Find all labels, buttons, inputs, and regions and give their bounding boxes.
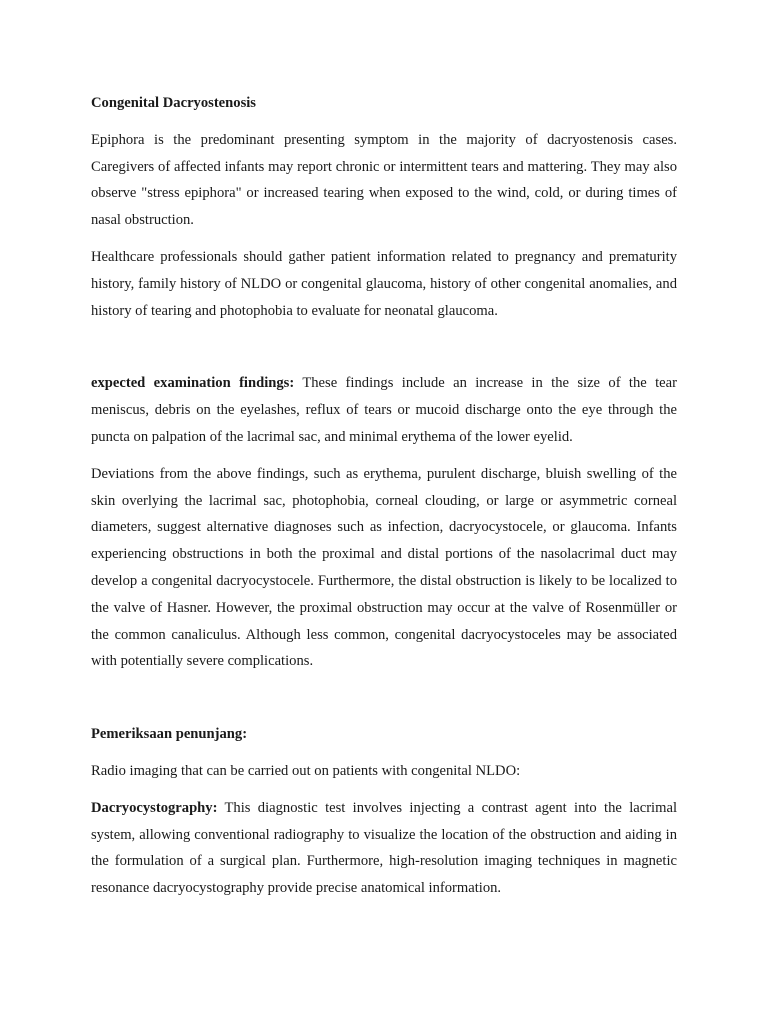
paragraph-deviations: Deviations from the above findings, such as erythema, purulent discharge, bluish swelling of the skin overlying the lacrimal sac, photophobia, corneal clouding, or large or asymmetric corneal diameters, suggest alternative diagnoses such as infection, dacryocystocele, or glaucoma. Infants experiencing obstructions in both the proximal and distal portions of the nasolacrimal duct may develop a congenital dacryocystocele. Furthermore, the distal obstruction is likely to be localized to the valve of Hasner. However, the proximal obstruction may occur at the valve of Rosenmüller or the common canaliculus. Although less common, congenital dacryocystoceles may be associated with potentially severe complications.: [91, 465, 677, 670]
document-body: [91, 90, 677, 912]
paragraph-healthcare-professionals: Healthcare professionals should gather patient information related to pregnancy and prematurity history, family history of NLDO or congenital glaucoma, history of other congenital anomalies, and history of tearing and photophobia to evaluate for neonatal glaucoma.: [91, 248, 677, 319]
paragraph-dacryocystography: [91, 795, 677, 902]
paragraph-examination-findings: [91, 370, 677, 450]
paragraph-dacryocystography-text: This diagnostic test involves injecting a contrast agent into the lacrimal system, allowing conventional radiography to visualize the location of the obstruction and aiding in the formulation of a surgical plan. Furthermore, high-resolution imaging techniques in magnetic resonance dacryocystography provide precise anatomical information.: [91, 799, 677, 897]
paragraph-epiphora: Epiphora is the predominant presenting symptom in the majority of dacryostenosis cases. Caregivers of affected infants may report chronic or intermittent tears and mattering. They may also observe "stress epiphora" or increased tearing when exposed to the wind, cold, or during times of nasal obstruction.: [91, 131, 677, 229]
paragraph-radio-imaging: Radio imaging that can be carried out on patients with congenital NLDO:: [91, 762, 521, 779]
section-title-pemeriksaan-penunjang: Pemeriksaan penunjang:: [91, 726, 248, 743]
spacer: [91, 334, 677, 370]
section-title-congenital-dacryostenosis: Congenital Dacryostenosis: [91, 95, 256, 111]
paragraph-examination-findings-text: These findings include an increase in the size of the tear meniscus, debris on the eyelashes, reflux of tears or mucoid discharge onto the eye through the puncta on palpation of the lacrimal sac, and minimal erythema of the lower eyelid.: [91, 375, 677, 445]
paragraph-lead-examination-findings: expected examination findings:: [91, 375, 295, 392]
paragraph-lead-dacryocystography: Dacryocystography:: [91, 799, 218, 816]
spacer: [91, 685, 677, 721]
